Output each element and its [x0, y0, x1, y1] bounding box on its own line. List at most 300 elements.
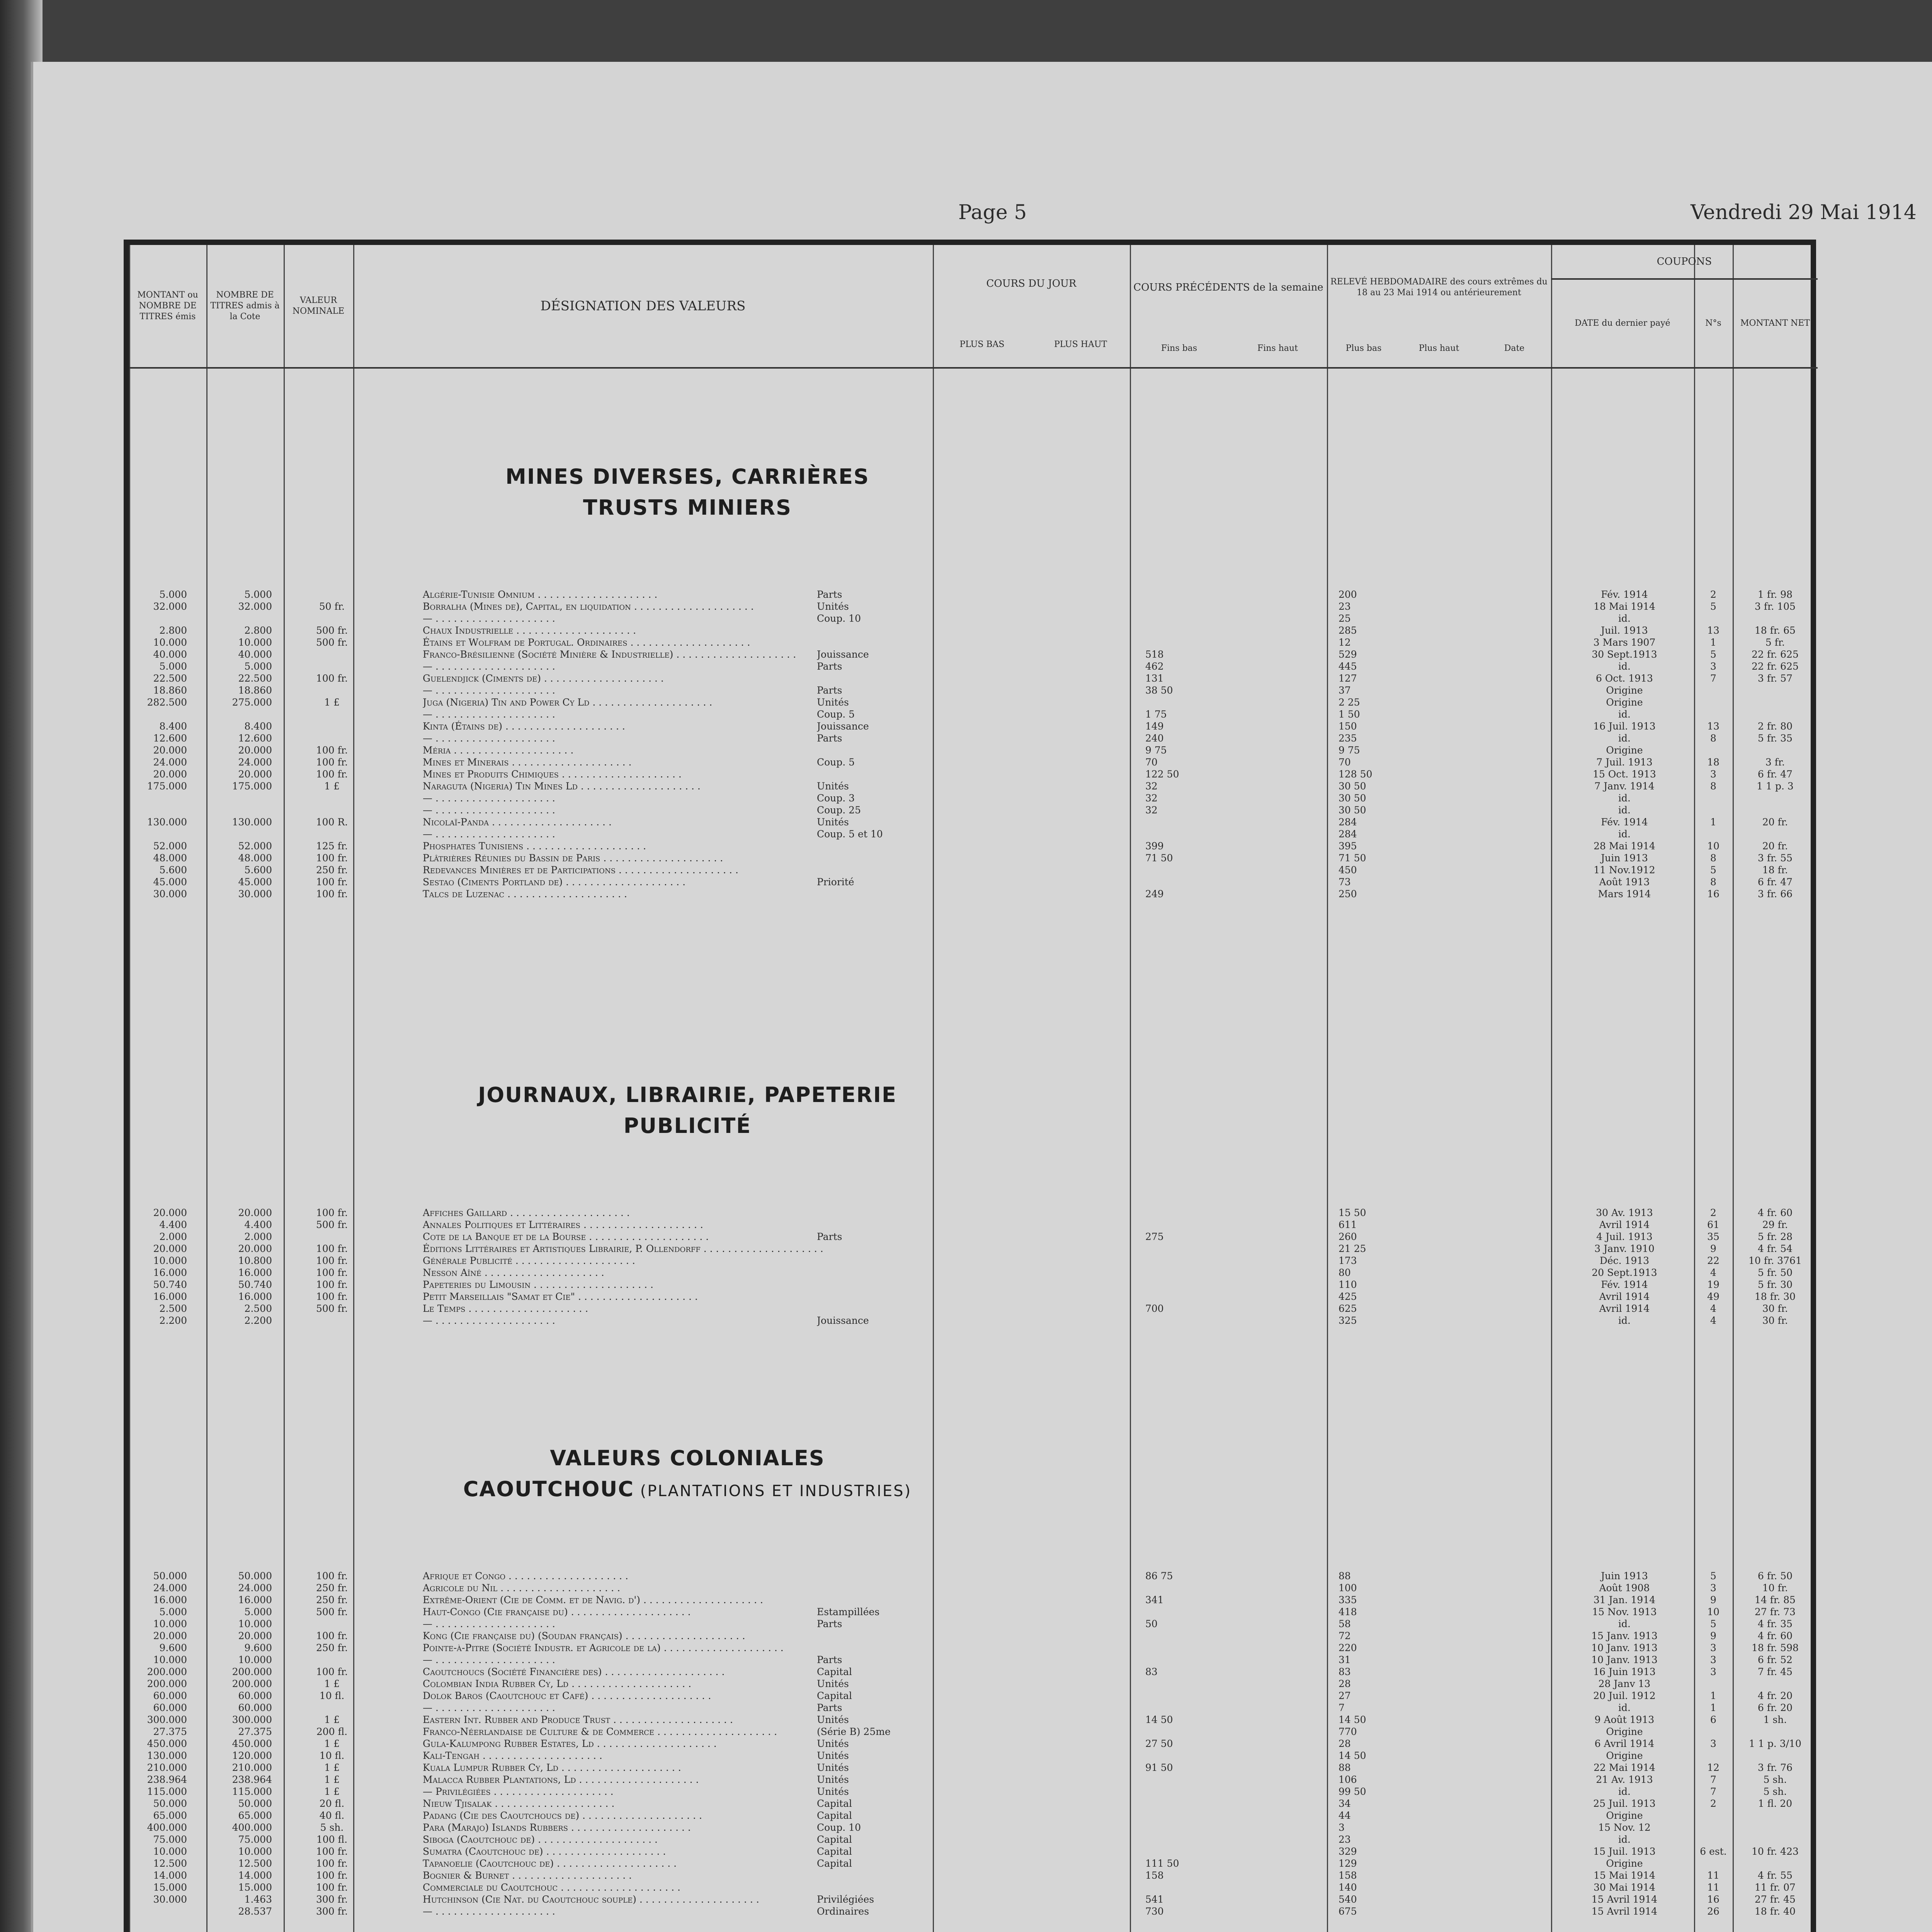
cell-no: 18 — [1707, 757, 1719, 768]
table-row — [129, 840, 1811, 852]
cell-date: Origine — [1606, 697, 1643, 708]
cell-p5: 285 — [1338, 625, 1357, 636]
table-row — [129, 1666, 1811, 1678]
cell-net: 20 fr. — [1762, 840, 1788, 852]
cell-no: 1 — [1710, 637, 1716, 648]
cell-no: 1 — [1710, 1690, 1716, 1701]
cell-n1: 32.000 — [153, 601, 187, 612]
table-row — [129, 1570, 1811, 1582]
cell-nom: 100 fr. — [316, 769, 348, 780]
cell-date: id. — [1618, 661, 1631, 672]
cell-name: Gula-Kalumpong Rubber Estates, Ld . . . . . . . . . . . . . . . . . . . . — [423, 1738, 717, 1749]
cell-n1: 2.800 — [159, 625, 187, 636]
cell-name: Redevances Minières et de Participations . . . . . . . . . . . . . . . . . . . . — [423, 864, 738, 876]
cell-net: 29 fr. — [1762, 1219, 1788, 1230]
cell-nom: 100 fr. — [316, 1570, 348, 1582]
cell-date: 6 Avril 1914 — [1594, 1738, 1655, 1749]
cell-p5: 129 — [1338, 1858, 1357, 1869]
cell-date: 7 Janv. 1914 — [1594, 781, 1655, 792]
cell-nom: 100 fr. — [316, 1846, 348, 1857]
cell-no: 5 — [1710, 864, 1716, 876]
table-row — [129, 864, 1811, 876]
cell-date: 15 Juil. 1913 — [1593, 1846, 1656, 1857]
cell-cat: Unités — [817, 781, 849, 792]
cell-n2: 8.400 — [244, 721, 272, 732]
cell-p3: 399 — [1145, 840, 1164, 852]
cell-n1: 16.000 — [153, 1291, 187, 1302]
cell-p3: 149 — [1145, 721, 1164, 732]
cell-p5: 71 50 — [1338, 852, 1366, 864]
cell-name: — . . . . . . . . . . . . . . . . . . . . — [423, 1618, 555, 1629]
header-nombre: NOMBRE DE TITRES admis à la Cote — [206, 245, 284, 369]
cell-date: 18 Mai 1914 — [1594, 601, 1655, 612]
cell-p3: 249 — [1145, 888, 1164, 900]
cell-net: 22 fr. 625 — [1752, 661, 1799, 672]
table-row — [129, 876, 1811, 888]
cell-no: 6 — [1710, 1714, 1716, 1725]
cell-date: 28 Janv 13 — [1598, 1678, 1651, 1689]
cell-no: 3 — [1710, 1666, 1716, 1677]
cell-n2: 20.000 — [238, 769, 272, 780]
cell-n2: 16.000 — [238, 1267, 272, 1278]
cell-no: 3 — [1710, 769, 1716, 780]
cell-no: 10 — [1707, 840, 1719, 852]
header-plus-haut: PLUS HAUT — [1031, 322, 1130, 369]
cell-net: 14 fr. 85 — [1755, 1594, 1796, 1605]
cell-name: Chaux Industrielle . . . . . . . . . . . . . . . . . . . . — [423, 625, 636, 636]
cell-no: 8 — [1710, 876, 1716, 888]
cell-net: 4 fr. 60 — [1757, 1207, 1793, 1218]
cell-p3: 111 50 — [1145, 1858, 1179, 1869]
cell-date: 15 Avril 1914 — [1591, 1894, 1658, 1905]
cell-nom: 10 fl. — [319, 1690, 345, 1701]
cell-n2: 115.000 — [232, 1786, 272, 1797]
cell-name: Mines et Minerais . . . . . . . . . . . . . . . . . . . . — [423, 757, 632, 768]
cell-no: 8 — [1710, 852, 1716, 864]
cell-name: Malacca Rubber Plantations, Ld . . . . . . . . . . . . . . . . . . . . — [423, 1774, 699, 1785]
cell-name: Franco-Néerlandaise de Culture & de Commerce . . . . . . . . . . . . . . . . . . . . — [423, 1726, 777, 1737]
cell-cat: Coup. 5 — [817, 757, 855, 768]
cell-n2: 32.000 — [238, 601, 272, 612]
table-row — [129, 1726, 1811, 1738]
cell-no: 7 — [1710, 1774, 1716, 1785]
cell-net: 4 fr. 54 — [1757, 1243, 1793, 1254]
cell-name: Bognier & Burnet . . . . . . . . . . . . . . . . . . . . — [423, 1870, 632, 1881]
cell-date: id. — [1618, 1786, 1631, 1797]
cell-name: — . . . . . . . . . . . . . . . . . . . . — [423, 1906, 555, 1917]
cell-name: Cote de la Banque et de la Bourse . . . . . . . . . . . . . . . . . . . . — [423, 1231, 709, 1242]
cell-p5: 770 — [1338, 1726, 1357, 1737]
cell-p3: 275 — [1145, 1231, 1164, 1242]
cell-no: 13 — [1707, 625, 1719, 636]
cell-nom: 300 fr. — [316, 1894, 348, 1905]
cell-nom: 500 fr. — [316, 1219, 348, 1230]
table-row — [129, 1678, 1811, 1690]
cell-p3: 240 — [1145, 733, 1164, 744]
section-subtitle: (PLANTATIONS ET INDUSTRIES) — [634, 1482, 912, 1500]
cell-n1: 282.500 — [147, 697, 187, 708]
cell-net: 7 fr. 45 — [1757, 1666, 1793, 1677]
cell-name: — . . . . . . . . . . . . . . . . . . . . — [423, 613, 555, 624]
cell-p5: 200 — [1338, 589, 1357, 600]
cell-net: 5 fr. 35 — [1757, 733, 1793, 744]
cell-nom: 100 fr. — [316, 852, 348, 864]
cell-nom: 200 fl. — [316, 1726, 348, 1737]
cell-n1: 5.000 — [159, 589, 187, 600]
header-plus-bas: PLUS BAS — [933, 322, 1031, 369]
cell-no: 11 — [1707, 1882, 1719, 1893]
cell-n1: 5.000 — [159, 661, 187, 672]
cell-date: 25 Juil. 1913 — [1593, 1798, 1656, 1809]
cell-p5: 28 — [1338, 1678, 1351, 1689]
cell-net: 5 fr. 28 — [1757, 1231, 1793, 1242]
table-row — [129, 1882, 1811, 1893]
cell-name: Hutchinson (Cie Nat. du Caoutchouc souple) . . . . . . . . . . . . . . . . . . . . — [423, 1894, 759, 1905]
cell-n1: 115.000 — [147, 1786, 187, 1797]
cell-cat: Parts — [817, 1618, 842, 1629]
cell-n1: 14.000 — [153, 1870, 187, 1881]
cell-name: — . . . . . . . . . . . . . . . . . . . . — [423, 1654, 555, 1665]
cell-cat: Privilégiées — [817, 1894, 874, 1905]
cell-date: id. — [1618, 1315, 1631, 1326]
cell-no: 5 — [1710, 1570, 1716, 1582]
cell-name: Colombian India Rubber Cy, Ld . . . . . . . . . . . . . . . . . . . . — [423, 1678, 692, 1689]
cell-net: 2 fr. 80 — [1757, 721, 1793, 732]
cell-net: 10 fr. 3761 — [1748, 1255, 1802, 1266]
cell-net: 3 fr. 76 — [1757, 1762, 1793, 1773]
cell-name: — . . . . . . . . . . . . . . . . . . . . — [423, 1702, 555, 1713]
section-title-line1: JOURNAUX, LIBRAIRIE, PAPETERIE — [478, 1083, 897, 1107]
cell-name: — . . . . . . . . . . . . . . . . . . . . — [423, 828, 555, 840]
cell-n2: 10.800 — [238, 1255, 272, 1266]
cell-net: 5 fr. 50 — [1757, 1267, 1793, 1278]
cell-n2: 40.000 — [238, 649, 272, 660]
cell-p5: 23 — [1338, 1834, 1351, 1845]
header-cours-precedents: COURS PRÉCÉDENTS de la semaine — [1133, 282, 1323, 293]
table-row — [129, 804, 1811, 816]
cell-nom: 100 fr. — [316, 1291, 348, 1302]
cell-p5: 158 — [1338, 1870, 1357, 1881]
cell-name: — . . . . . . . . . . . . . . . . . . . . — [423, 804, 555, 816]
cell-nom: 100 fr. — [316, 1666, 348, 1677]
cell-cat: Unités — [817, 1762, 849, 1773]
cell-no: 2 — [1710, 1207, 1716, 1218]
cell-p5: 15 50 — [1338, 1207, 1366, 1218]
table-row — [129, 625, 1811, 636]
cell-date: 3 Mars 1907 — [1593, 637, 1656, 648]
cell-name: Caoutchoucs (Société Financière des) . . . . . . . . . . . . . . . . . . . . — [423, 1666, 725, 1677]
cell-p3: 1 75 — [1145, 709, 1167, 720]
cell-name: Plâtrières Réunies du Bassin de Paris . . . . . . . . . . . . . . . . . . . . — [423, 852, 723, 864]
cell-cat: Unités — [817, 601, 849, 612]
cell-net: 18 fr. 65 — [1755, 625, 1796, 636]
header-montant-net: MONTANT NET — [1733, 280, 1818, 369]
page-number: Page 5 — [958, 201, 1027, 224]
table-row — [129, 709, 1811, 720]
cell-n2: 400.000 — [232, 1822, 272, 1833]
cell-date: Avril 1914 — [1599, 1303, 1650, 1314]
cell-nom: 100 R. — [316, 816, 348, 828]
cell-nom: 100 fr. — [316, 1279, 348, 1290]
cell-name: Nesson Aîné . . . . . . . . . . . . . . . . . . . . — [423, 1267, 604, 1278]
cell-p5: 70 — [1338, 757, 1351, 768]
cell-date: 20 Sept.1913 — [1592, 1267, 1657, 1278]
cell-nom: 100 fr. — [316, 1858, 348, 1869]
cell-name: Affiches Gaillard . . . . . . . . . . . . . . . . . . . . — [423, 1207, 630, 1218]
table-row — [129, 816, 1811, 828]
cell-nom: 100 fl. — [316, 1834, 348, 1845]
cell-name: Para (Marajo) Islands Rubbers . . . . . . . . . . . . . . . . . . . . — [423, 1822, 691, 1833]
table-row — [129, 793, 1811, 804]
cell-p5: 675 — [1338, 1906, 1357, 1917]
cell-n1: 20.000 — [153, 769, 187, 780]
cell-date: id. — [1618, 1702, 1631, 1713]
cell-no: 1 — [1710, 1702, 1716, 1713]
cell-n1: 24.000 — [153, 1582, 187, 1594]
cell-n2: 45.000 — [238, 876, 272, 888]
cell-p5: 25 — [1338, 613, 1351, 624]
cell-p5: 106 — [1338, 1774, 1357, 1785]
cell-n2: 14.000 — [238, 1870, 272, 1881]
cell-n1: 50.000 — [153, 1570, 187, 1582]
cell-nom: 100 fr. — [316, 1630, 348, 1641]
cell-p3: 70 — [1145, 757, 1158, 768]
cell-no: 16 — [1707, 1894, 1719, 1905]
cell-name: — Privilégiées . . . . . . . . . . . . . . . . . . . . — [423, 1786, 614, 1797]
cell-p5: 37 — [1338, 685, 1351, 696]
cell-n2: 300.000 — [232, 1714, 272, 1725]
section-title-line1: MINES DIVERSES, CARRIÈRES — [505, 464, 869, 489]
cell-nom: 40 fl. — [319, 1810, 345, 1821]
cell-n2: 5.000 — [244, 661, 272, 672]
cell-date: Avril 1914 — [1599, 1219, 1650, 1230]
cell-net: 27 fr. 45 — [1755, 1894, 1796, 1905]
cell-p5: 30 50 — [1338, 793, 1366, 804]
cell-name: Juga (Nigeria) Tin and Power Cy Ld . . . . . . . . . . . . . . . . . . . . — [423, 697, 713, 708]
table-row — [129, 1846, 1811, 1857]
table-row — [129, 781, 1811, 792]
header-valeur: VALEUR NOMINALE — [284, 245, 353, 369]
table-row — [129, 1798, 1811, 1810]
cell-n2: 5.600 — [244, 864, 272, 876]
cell-p5: 58 — [1338, 1618, 1351, 1629]
cell-date: id. — [1618, 828, 1631, 840]
cell-n1: 30.000 — [153, 888, 187, 900]
cell-cat: Parts — [817, 1702, 842, 1713]
table-row — [129, 1594, 1811, 1606]
cell-date: Juin 1913 — [1601, 1570, 1648, 1582]
cell-p3: 122 50 — [1145, 769, 1179, 780]
cell-p5: 235 — [1338, 733, 1357, 744]
cell-no: 7 — [1710, 1786, 1716, 1797]
cell-name: Commerciale du Caoutchouc . . . . . . . . . . . . . . . . . . . . — [423, 1882, 681, 1893]
cell-p5: 540 — [1338, 1894, 1357, 1905]
cell-date: 21 Av. 1913 — [1596, 1774, 1653, 1785]
cell-net: 5 fr. — [1765, 637, 1785, 648]
cell-p3: 131 — [1145, 673, 1164, 684]
cell-n2: 16.000 — [238, 1594, 272, 1605]
cell-p5: 14 50 — [1338, 1750, 1366, 1761]
table-row — [129, 733, 1811, 744]
cell-p5: 88 — [1338, 1762, 1351, 1773]
cell-n1: 30.000 — [153, 1894, 187, 1905]
cell-no: 4 — [1710, 1315, 1716, 1326]
cell-name: — . . . . . . . . . . . . . . . . . . . . — [423, 685, 555, 696]
cell-p5: 23 — [1338, 601, 1351, 612]
cell-date: 15 Nov. 1913 — [1592, 1606, 1657, 1617]
cell-name: — . . . . . . . . . . . . . . . . . . . . — [423, 1315, 555, 1326]
cell-name: Sestao (Ciments Portland de) . . . . . . . . . . . . . . . . . . . . — [423, 876, 686, 888]
cell-no: 3 — [1710, 661, 1716, 672]
cell-n2: 12.500 — [238, 1858, 272, 1869]
cell-cat: (Série B) 25me — [817, 1726, 891, 1737]
cell-date: Août 1913 — [1599, 876, 1650, 888]
table-row — [129, 1858, 1811, 1869]
cell-no: 35 — [1707, 1231, 1719, 1242]
cell-n1: 238.964 — [147, 1774, 187, 1785]
header-designation: DÉSIGNATION DES VALEURS — [353, 245, 933, 369]
cell-no: 13 — [1707, 721, 1719, 732]
cell-cat: Unités — [817, 1750, 849, 1761]
cell-name: Le Temps . . . . . . . . . . . . . . . . . . . . — [423, 1303, 588, 1314]
cell-cat: Unités — [817, 1786, 849, 1797]
cell-n2: 27.375 — [238, 1726, 272, 1737]
cell-n2: 24.000 — [238, 757, 272, 768]
cell-n1: 48.000 — [153, 852, 187, 864]
table-row — [129, 1774, 1811, 1786]
table-row — [129, 1738, 1811, 1750]
cell-date: id. — [1618, 793, 1631, 804]
cell-nom: 10 fl. — [319, 1750, 345, 1761]
cell-cat: Priorité — [817, 876, 854, 888]
cell-cat: Capital — [817, 1858, 852, 1869]
cell-name: — . . . . . . . . . . . . . . . . . . . . — [423, 793, 555, 804]
cell-net: 22 fr. 625 — [1752, 649, 1799, 660]
cell-p5: 72 — [1338, 1630, 1351, 1641]
cell-p5: 80 — [1338, 1267, 1351, 1278]
table-row — [129, 1618, 1811, 1630]
cell-p5: 418 — [1338, 1606, 1357, 1617]
table-row — [129, 1906, 1811, 1917]
cell-name: Talcs de Luzenac . . . . . . . . . . . . . . . . . . . . — [423, 888, 628, 900]
cell-n2: 1.463 — [244, 1894, 272, 1905]
cell-cat: Parts — [817, 685, 842, 696]
table-row — [129, 1642, 1811, 1654]
cell-cat: Ordinaires — [817, 1906, 869, 1917]
cell-date: Juin 1913 — [1601, 852, 1648, 864]
cell-n2: 52.000 — [238, 840, 272, 852]
cell-nom: 100 fr. — [316, 745, 348, 756]
cell-no: 12 — [1707, 1762, 1719, 1773]
header-cours-jour: COURS DU JOUR — [986, 278, 1077, 289]
table-row — [129, 1750, 1811, 1762]
cell-no: 49 — [1707, 1291, 1719, 1302]
cell-no: 16 — [1707, 888, 1719, 900]
table-row — [129, 601, 1811, 612]
cell-date: Origine — [1606, 745, 1643, 756]
cell-p5: 27 — [1338, 1690, 1351, 1701]
cell-net: 6 fr. 47 — [1757, 876, 1793, 888]
cell-cat: Coup. 10 — [817, 1822, 861, 1833]
cell-name: Éditions Littéraires et Artistiques Librairie, P. Ollendorff . . . . . . . . . . . . . . . . . . . . — [423, 1243, 823, 1254]
table-row — [129, 852, 1811, 864]
cell-no: 9 — [1710, 1243, 1716, 1254]
cell-p5: 445 — [1338, 661, 1357, 672]
table-row — [129, 673, 1811, 684]
cell-no: 3 — [1710, 1642, 1716, 1653]
cell-nom: 1 £ — [324, 1786, 340, 1797]
cell-cat: Coup. 5 et 10 — [817, 828, 883, 840]
header-fins-bas: Fins bas — [1130, 330, 1228, 369]
cell-n2: 4.400 — [244, 1219, 272, 1230]
cell-name: Pointe-à-Pitre (Société Industr. et Agricole de la) . . . . . . . . . . . . . . . . . . . . — [423, 1642, 784, 1653]
cell-name: Algérie-Tunisie Omnium . . . . . . . . . . . . . . . . . . . . — [423, 589, 658, 600]
cell-net: 4 fr. 35 — [1757, 1618, 1793, 1629]
cell-p3: 71 50 — [1145, 852, 1173, 864]
cell-p5: 21 25 — [1338, 1243, 1366, 1254]
section-title-line1: VALEURS COLONIALES — [550, 1446, 825, 1470]
cell-n2: 2.800 — [244, 625, 272, 636]
header-releve-date: Date — [1478, 330, 1551, 369]
cell-no: 4 — [1710, 1303, 1716, 1314]
cell-net: 5 sh. — [1763, 1774, 1787, 1785]
cell-net: 6 fr. 52 — [1757, 1654, 1793, 1665]
cell-net: 3 fr. 105 — [1755, 601, 1796, 612]
cell-net: 5 sh. — [1763, 1786, 1787, 1797]
cell-p3: 14 50 — [1145, 1714, 1173, 1725]
cell-date: 15 Avril 1914 — [1591, 1906, 1658, 1917]
cell-n2: 24.000 — [238, 1582, 272, 1594]
cell-no: 2 — [1710, 1798, 1716, 1809]
table-row — [129, 1870, 1811, 1881]
cell-name: Kuala Lumpur Rubber Cy, Ld . . . . . . . . . . . . . . . . . . . . — [423, 1762, 681, 1773]
cell-date: Origine — [1606, 1726, 1643, 1737]
cell-n2: 200.000 — [232, 1678, 272, 1689]
table-row — [129, 721, 1811, 732]
cell-name: Franco-Brésilienne (Société Minière & Industrielle) . . . . . . . . . . . . . . . . . . . . — [423, 649, 796, 660]
cell-p5: 7 — [1338, 1702, 1345, 1713]
cell-no: 5 — [1710, 601, 1716, 612]
cell-net: 10 fr. 423 — [1752, 1846, 1799, 1857]
cell-name: — . . . . . . . . . . . . . . . . . . . . — [423, 709, 555, 720]
cell-date: Origine — [1606, 685, 1643, 696]
cell-name: Papeteries du Limousin . . . . . . . . . . . . . . . . . . . . — [423, 1279, 653, 1290]
cell-cat: Coup. 5 — [817, 709, 855, 720]
header-fins-haut: Fins haut — [1228, 330, 1327, 369]
cell-net: 4 fr. 20 — [1757, 1690, 1793, 1701]
cell-p5: 329 — [1338, 1846, 1357, 1857]
cell-nom: 250 fr. — [316, 1594, 348, 1605]
cell-date: 15 Janv. 1913 — [1591, 1630, 1658, 1641]
cell-n1: 50.740 — [153, 1279, 187, 1290]
cell-net: 1 fr. 98 — [1757, 589, 1793, 600]
cell-name: Petit Marseillais "Samat et Cie" . . . . . . . . . . . . . . . . . . . . — [423, 1291, 698, 1302]
cell-n2: 28.537 — [238, 1906, 272, 1917]
cell-n2: 10.000 — [238, 637, 272, 648]
cell-n2: 130.000 — [232, 816, 272, 828]
cell-n2: 275.000 — [232, 697, 272, 708]
cell-cat: Coup. 25 — [817, 804, 861, 816]
cell-no: 3 — [1710, 1738, 1716, 1749]
cell-name: Kong (Cie française du) (Soudan français) . . . . . . . . . . . . . . . . . . . . — [423, 1630, 745, 1641]
cell-cat: Capital — [817, 1834, 852, 1845]
table-row — [129, 1630, 1811, 1642]
cell-date: id. — [1618, 709, 1631, 720]
cell-n1: 22.500 — [153, 673, 187, 684]
cell-net: 11 fr. 07 — [1755, 1882, 1796, 1893]
cell-p5: 260 — [1338, 1231, 1357, 1242]
cell-p5: 220 — [1338, 1642, 1357, 1653]
